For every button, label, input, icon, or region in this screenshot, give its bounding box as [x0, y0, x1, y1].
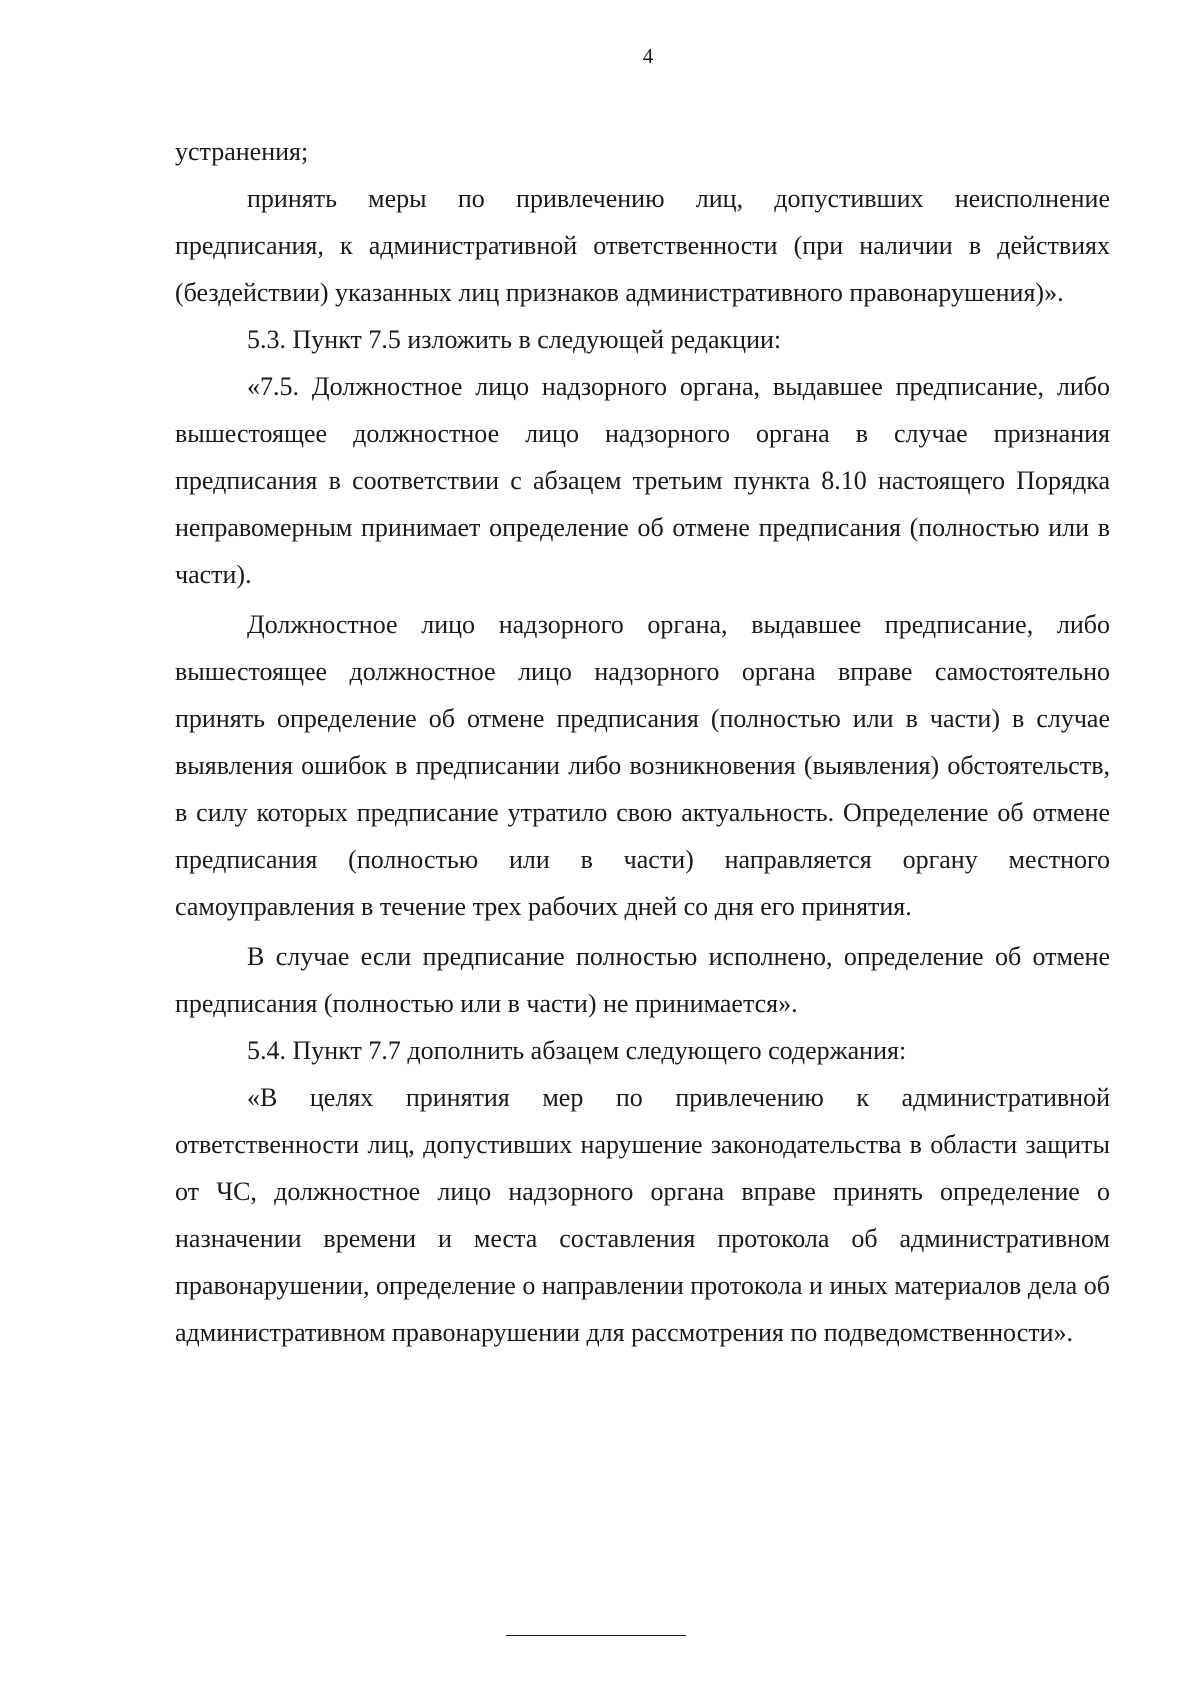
end-of-text-rule — [506, 1635, 686, 1636]
paragraph-clause-5-3: 5.3. Пункт 7.5 изложить в следующей редакции: — [247, 325, 782, 354]
paragraph-fully-executed: В случае если предписание полностью исполнено, определение об отмене предписания (полностью или в части) не принимается». — [175, 942, 1110, 1018]
document-body — [175, 128, 1110, 1356]
paragraph-self-cancel: Должностное лицо надзорного органа, выдавшее предписание, либо вышестоящее должностное лицо надзорного органа вправе самостоятельно принять определение об отмене предписания (полностью или в части) в случае выявления ошибок в предписании либо возникновения (выявления) обстоятельств, в силу которых предписание утратило свою актуальность. Определение об отмене предписания (полностью или в части) направляется органу местного самоуправления в течение трех рабочих дней со дня его принятия. — [175, 610, 1110, 921]
paragraph-take-measures: принять меры по привлечению лиц, допустивших неисполнение предписания, к административной ответственности (при наличии в действиях (бездействии) указанных лиц признаков административного правонарушения)». — [175, 184, 1110, 307]
paragraph-admin-responsibility: «В целях принятия мер по привлечению к административной ответственности лиц, допустивших нарушение законодательства в области защиты от ЧС, должностное лицо надзорного органа вправе принять определение о назначении времени и места составления протокола об административном правонарушении, определение о направлении протокола и иных материалов дела об административном правонарушении для рассмотрения по подведомственности». — [175, 1083, 1110, 1347]
paragraph-clause-5-4: 5.4. Пункт 7.7 дополнить абзацем следующего содержания: — [247, 1036, 907, 1065]
paragraph-continuation: устранения; — [175, 137, 309, 166]
paragraph-clause-7-5: «7.5. Должностное лицо надзорного органа, выдавшее предписание, либо вышестоящее должностное лицо надзорного органа в случае признания предписания в соответствии с абзацем третьим пункта 8.10 настоящего Порядка неправомерным принимает определение об отмене предписания (полностью или в части). — [175, 372, 1110, 589]
page-number: 4 — [642, 44, 654, 68]
